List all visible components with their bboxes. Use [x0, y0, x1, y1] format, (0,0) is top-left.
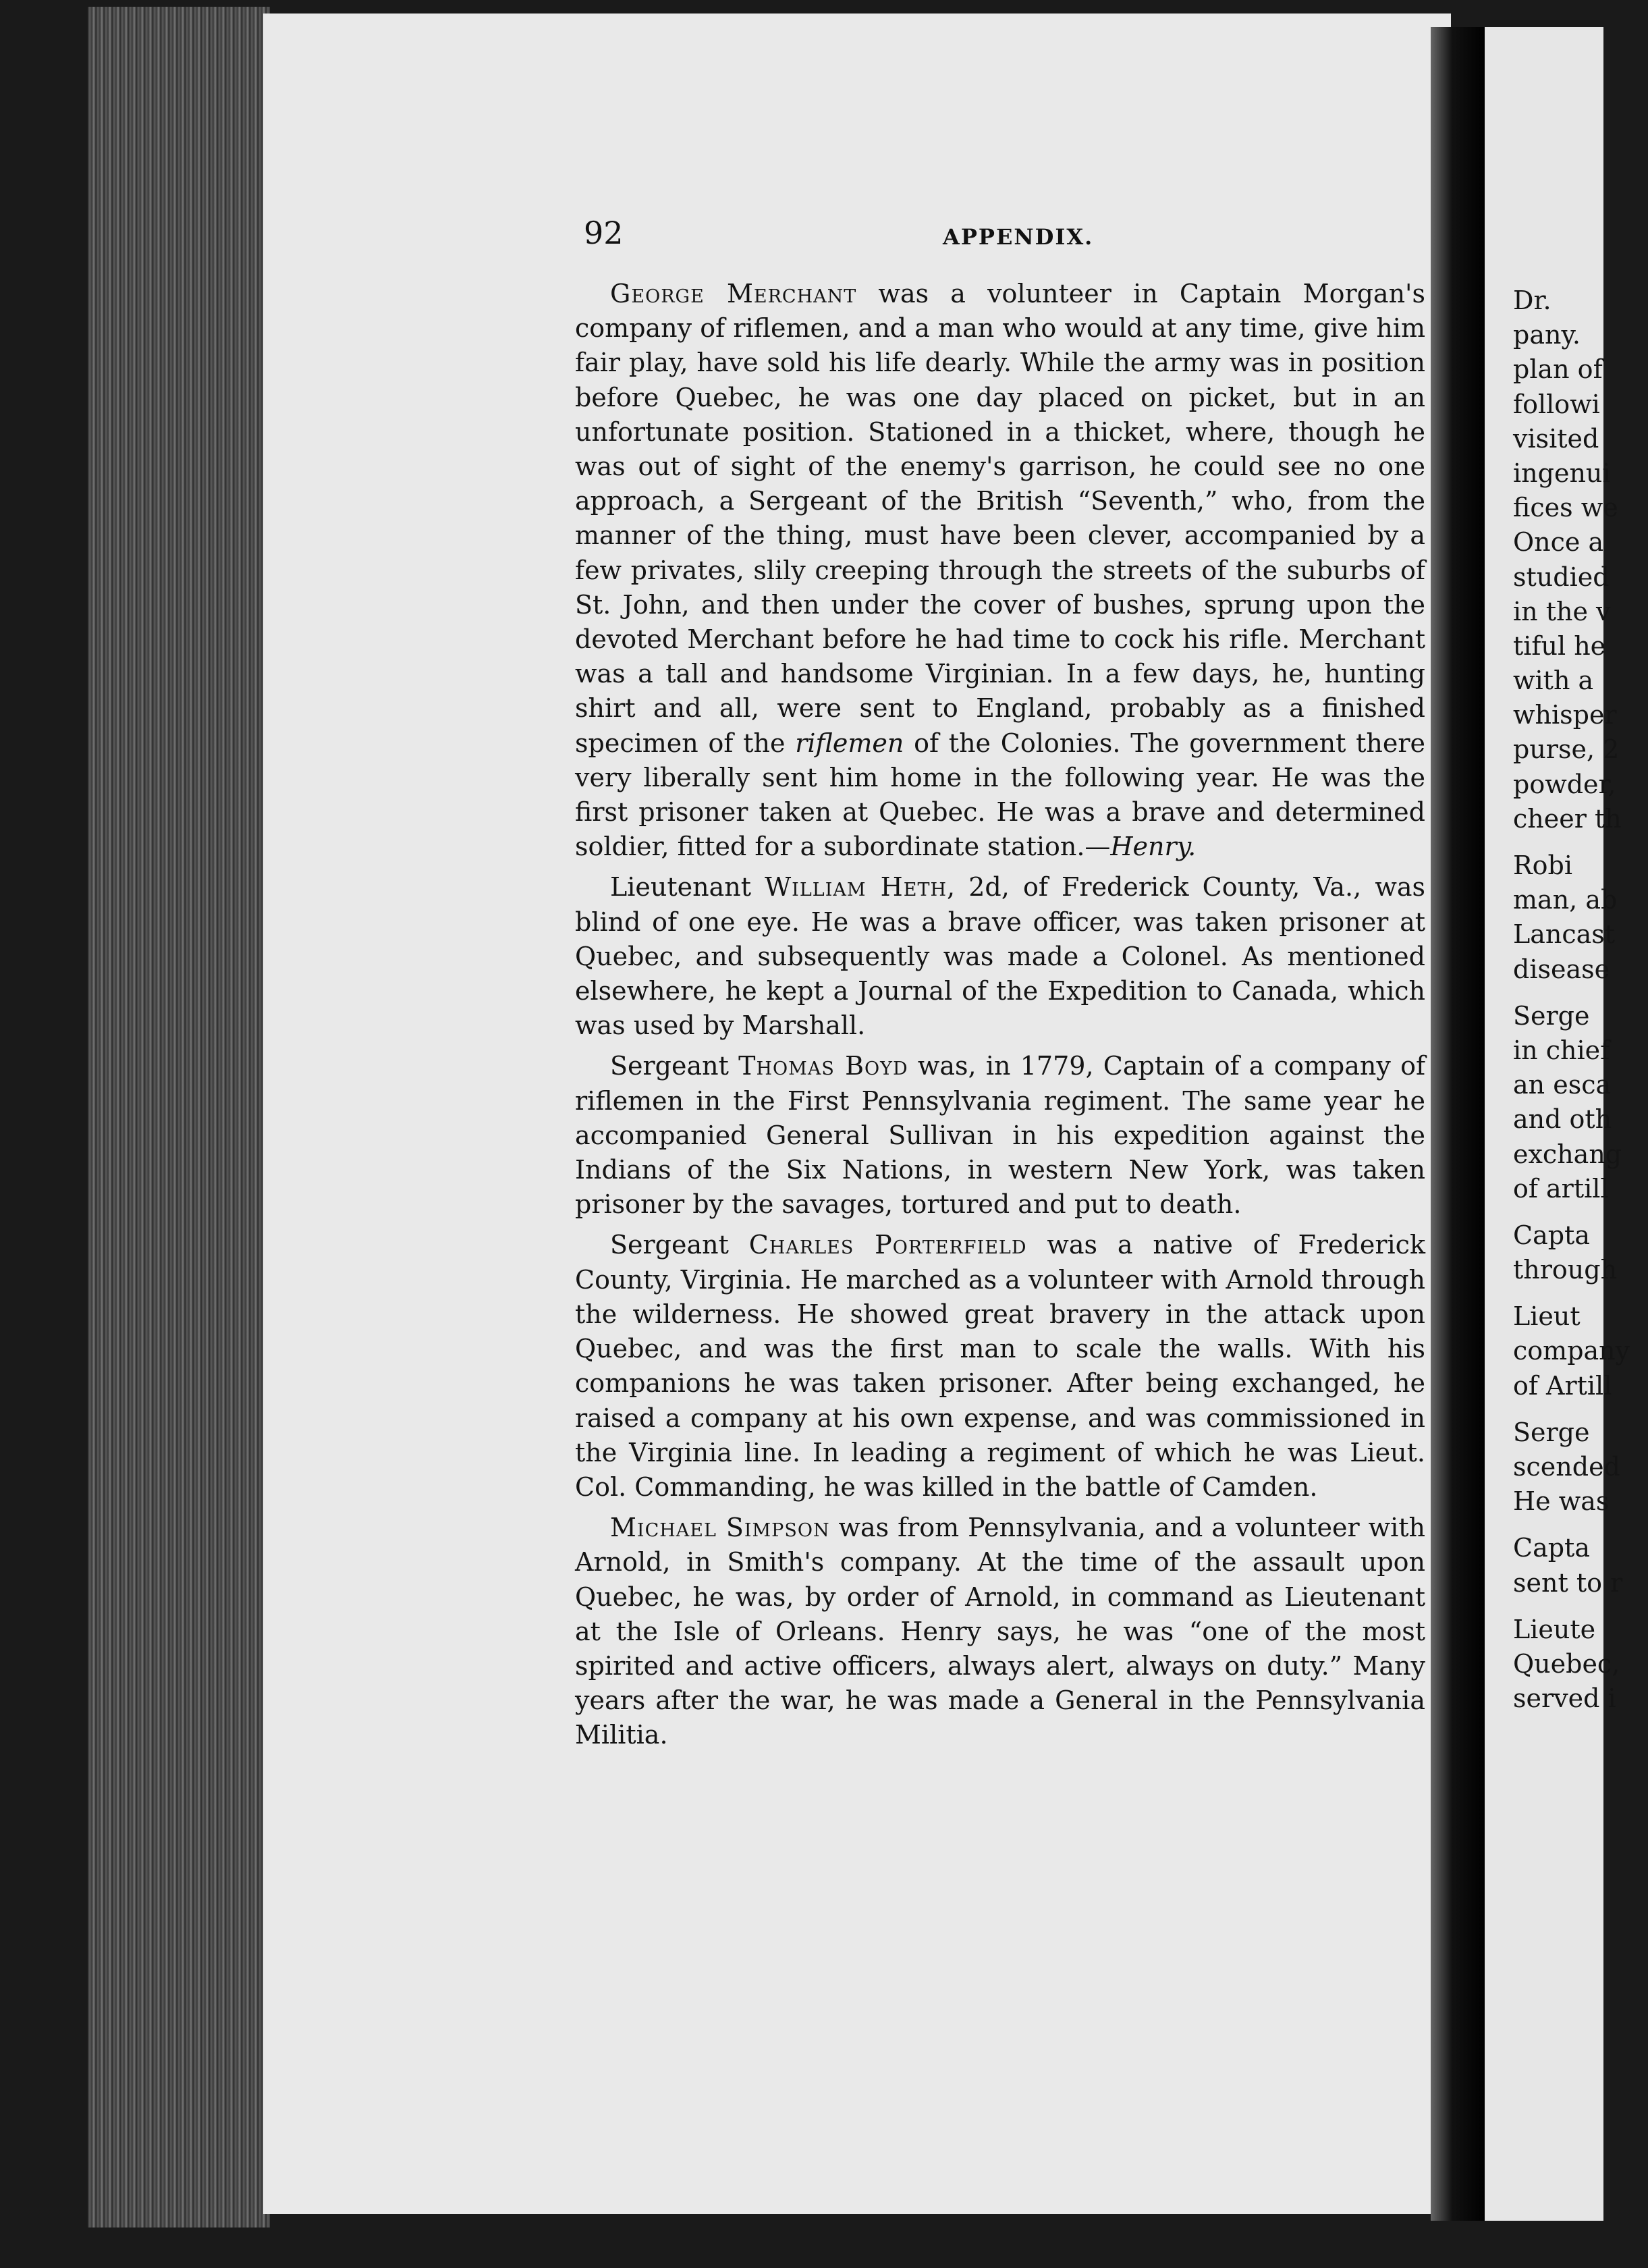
facing-page-fragment: followi	[1513, 389, 1600, 419]
facing-page-fragment: through	[1513, 1255, 1618, 1285]
facing-page-fragment: Capta	[1513, 1220, 1590, 1250]
book-page-edges	[88, 7, 270, 2228]
facing-page-fragment: plan of	[1513, 354, 1603, 385]
paragraph-gap	[1513, 1600, 1648, 1613]
facing-page-fragment: Serge	[1513, 1417, 1590, 1447]
paragraph-gap	[1513, 1287, 1648, 1299]
facing-page-fragment: Capta	[1513, 1533, 1590, 1563]
facing-page-fragment: Once a	[1513, 527, 1604, 558]
facing-page-fragment: tiful he	[1513, 630, 1606, 661]
entry-name: William Heth	[765, 872, 947, 902]
entry-text: was from Pennsylvania, and a volunteer with Arnold, in Smith's company. At the time of the assault upon Quebec, he was, by order of Arnold, in command as Lieutenant at the Isle of Orleans. Henry says, he was “one of the most spirited and active officers, always alert, always on duty.” Many years after the war, he was made a General in the Pennsylvania Militia.	[575, 1513, 1426, 1750]
facing-page-fragment: an esca	[1513, 1070, 1612, 1100]
facing-page-fragment: Lieute	[1513, 1614, 1596, 1644]
facing-page-fragment: cheer th	[1513, 803, 1622, 834]
entry-william-heth	[575, 870, 1425, 1043]
facing-page-fragment: visited	[1513, 423, 1599, 454]
running-head	[584, 215, 1421, 255]
entry-rank: Sergeant	[610, 1230, 749, 1260]
facing-page-fragment: pany.	[1513, 320, 1581, 350]
entry-text: was, in 1779, Captain of a company of riflemen in the First Pennsylvania regiment. The same year he accompanied General Sullivan in his expedition against the Indians of the Six Nations, in western New York, was taken prisoner by the savages, tortured and put to death.	[575, 1051, 1426, 1220]
facing-page-fragment: He was	[1513, 1486, 1610, 1517]
facing-page-fragment: of artill	[1513, 1173, 1609, 1204]
entry-thomas-boyd	[575, 1049, 1425, 1222]
entry-charles-porterfield	[575, 1228, 1425, 1505]
facing-page-fragment: powder,	[1513, 769, 1616, 799]
facing-page-fragment: Quebec,	[1513, 1648, 1620, 1679]
entry-text: was a native of Frederick County, Virginia. He marched as a volunteer with Arnold through the wilderness. He showed great bravery in the attack upon Quebec, and was the first man to scale the walls. With his companions he was taken prisoner. After being exchanged, he raised a company at his own expense, and was commissioned in the Virginia line. In leading a regiment of which he was Lieut. Col. Commanding, he was killed in the battle of Camden.	[575, 1230, 1425, 1502]
entry-emphasis: riflemen	[795, 728, 904, 758]
facing-page-text-fragments	[1513, 284, 1648, 1716]
paragraph-gap	[1513, 1206, 1648, 1218]
paragraph-gap	[1513, 1403, 1648, 1415]
entry-citation: Henry.	[1110, 832, 1197, 862]
facing-page-fragment: served i	[1513, 1683, 1616, 1714]
entry-text: was a volunteer in Captain Morgan's company of riflemen, and a man who would at any time, give him fair play, have sold his life dearly. While the army was in position before Quebec, he was one day placed on picket, but in an unfortunate position. Stationed in a thicket, where, though he was out of sight of the enemy's garrison, he could see no one approach, a Sergeant of the British “Seventh,” who, from the manner of the thing, must have been clever, accompanied by a few privates, slily creeping through the streets of the suburbs of St. John, and then under the cover of bushes, sprung upon the devoted Merchant before he had time to cock his rifle. Merchant was a tall and handsome Virginian. In a few days, he, hunting shirt and all, were sent to England, probably as a finished specimen of the	[575, 279, 1426, 758]
facing-page-fragment: in chief	[1513, 1035, 1610, 1065]
facing-page-fragment: man, ab	[1513, 885, 1618, 915]
entry-text: , 2d, of Frederick County, Va., was blind of one eye. He was a brave officer, was taken prisoner at Quebec, and subsequently was made a Colonel. As mentioned elsewhere, he kept a Journal of the Expedition to Canada, which was used by Marshall.	[575, 872, 1425, 1041]
facing-page-fragment: ingenui	[1513, 458, 1611, 488]
facing-page-fragment: of Artill	[1513, 1370, 1612, 1401]
entry-michael-simpson	[575, 1511, 1425, 1752]
entry-george-merchant	[575, 277, 1425, 864]
facing-page-fragment: and oth	[1513, 1104, 1612, 1135]
facing-page-fragment: Lancast	[1513, 919, 1616, 950]
header-title: APPENDIX.	[943, 224, 1094, 250]
facing-page-fragment: sent to r	[1513, 1567, 1623, 1598]
facing-page-fragment: whisper	[1513, 700, 1617, 730]
entry-name: Michael Simpson	[610, 1513, 830, 1543]
facing-page-fragment: in the v	[1513, 596, 1611, 626]
facing-page-fragment: studied	[1513, 562, 1610, 592]
entry-name: Thomas Boyd	[738, 1051, 908, 1081]
facing-page-fragment: company	[1513, 1336, 1630, 1366]
facing-page-fragment: fices we	[1513, 493, 1618, 523]
facing-page-fragment: Lieut	[1513, 1301, 1581, 1332]
entry-rank: Lieutenant	[610, 872, 765, 902]
facing-page-fragment: scended	[1513, 1452, 1620, 1482]
entry-name: Charles Porterfield	[748, 1230, 1027, 1260]
paragraph-gap	[1513, 836, 1648, 848]
paragraph-gap	[1513, 987, 1648, 999]
facing-page-fragment: exchang	[1513, 1139, 1622, 1169]
facing-page-fragment: Dr.	[1513, 286, 1551, 315]
page-number: 92	[584, 215, 624, 251]
facing-page-fragment: purse, 2	[1513, 734, 1620, 765]
facing-page-fragment: Serge	[1513, 1000, 1590, 1031]
paragraph-gap	[1513, 1519, 1648, 1531]
entry-rank: Sergeant	[610, 1051, 739, 1081]
appendix-text	[575, 277, 1425, 1759]
facing-page-fragment: with a	[1513, 666, 1594, 696]
facing-page-fragment: disease	[1513, 954, 1610, 984]
entry-text-continued: of the Colonies. The government there very liberally sent him home in the following year. He was the first prisoner taken at Quebec. He was a brave and determined soldier, fitted for a subordinate station.—	[575, 728, 1425, 862]
facing-page-fragment: Robi	[1513, 850, 1572, 880]
entry-name: George Merchant	[610, 279, 857, 308]
book-gutter	[1431, 27, 1485, 2221]
